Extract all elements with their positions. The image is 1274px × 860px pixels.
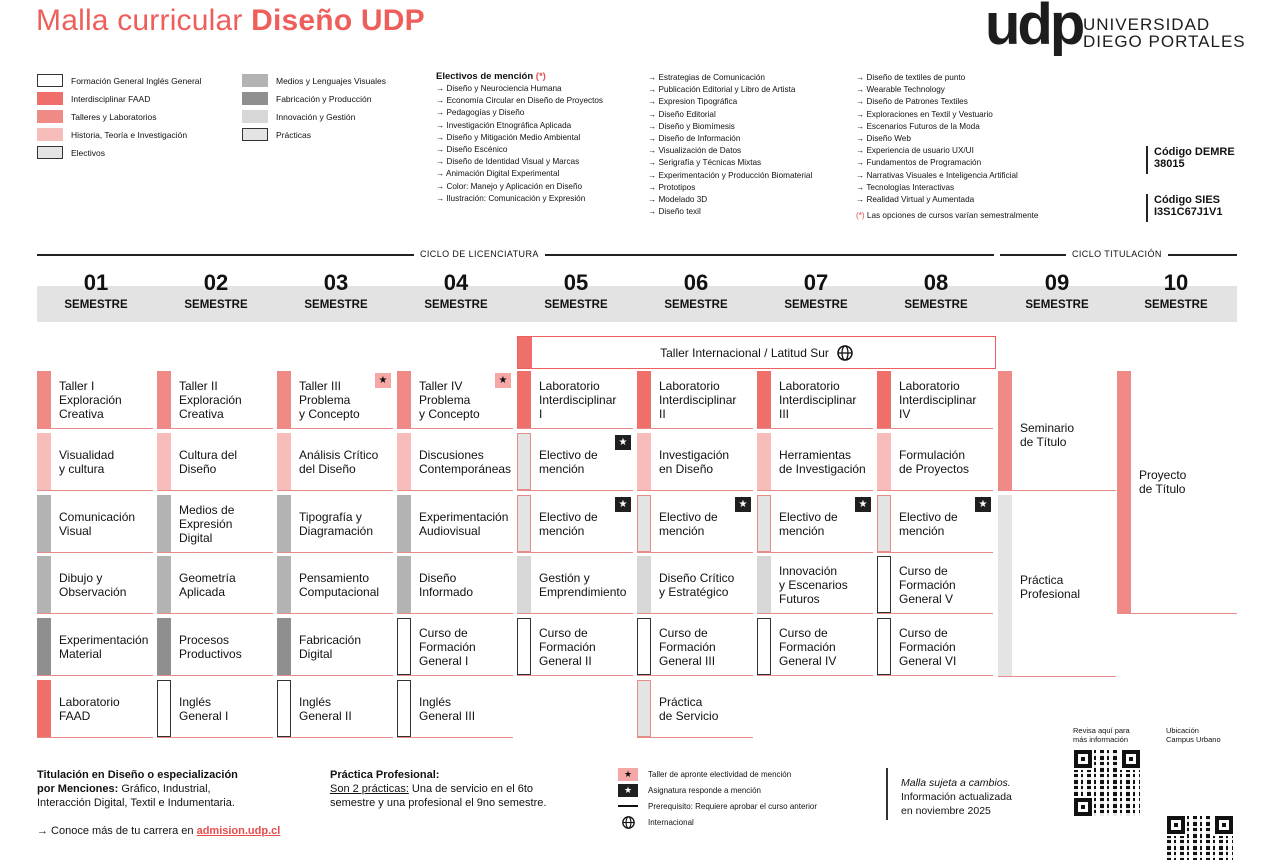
course-name: Comunicación Visual (59, 509, 136, 538)
course-name: Electivo de mención (659, 509, 718, 538)
area-color-bar (277, 371, 291, 428)
legend-item (242, 92, 386, 105)
star-black-icon: ★ (855, 497, 871, 512)
course-name: Laboratorio Interdisciplinar I (539, 378, 617, 421)
course-name: Curso de Formación General V (899, 563, 956, 606)
practica-text: Práctica Profesional: Son 2 prácticas: Una de servicio en el 6to semestre y una profesional el 9no semestre. (330, 769, 547, 809)
electivo-option: → Diseño Web (856, 134, 911, 144)
semester-number: 08 (923, 270, 949, 295)
semester-number: 05 (563, 270, 589, 295)
electivo-option: → Wearable Technology (856, 85, 945, 95)
electivo-option: → Tecnologías Interactivas (856, 182, 955, 192)
area-color-bar (397, 618, 411, 675)
course-cell[interactable] (517, 495, 633, 553)
course-name: Inglés General II (299, 694, 352, 723)
course-name: Práctica Profesional (1020, 573, 1081, 601)
course-cell[interactable] (637, 618, 753, 676)
area-color-bar (277, 680, 291, 737)
electivo-option: → Experimentación y Producción Biomaterial (648, 170, 813, 180)
course-cell[interactable] (157, 433, 273, 491)
course-cell[interactable] (397, 371, 513, 429)
course-cell[interactable] (1117, 371, 1237, 614)
legend-item (37, 110, 201, 123)
electivo-option: → Prototipos (648, 182, 696, 192)
course-cell[interactable] (277, 680, 393, 738)
electivo-option: → Modelado 3D (648, 195, 708, 205)
area-color-bar (637, 495, 651, 552)
legend-areas-2 (242, 74, 386, 146)
electivo-option: → Animación Digital Experimental (436, 169, 560, 179)
course-name: Experimentación Material (59, 632, 149, 661)
legend-label: Electivos (71, 147, 106, 158)
area-color-bar (637, 680, 651, 737)
cycle-label-titulacion: CICLO TITULACIÓN (1066, 249, 1168, 259)
udp-logo[interactable] (985, 2, 1245, 58)
logo-line-1: UNIVERSIDAD (1083, 15, 1211, 34)
legend-item (242, 110, 386, 123)
globe-icon (618, 816, 638, 829)
electivos-list-1: Electivos de mención (*) → Diseño y Neurociencia Humana → Economía Circular en Diseño de Proyectos → Pedagogías y Diseño → Investigación Etnográfica Aplicada → Diseño y Mitigación Medio Ambiental → Diseño Escénico → Diseño de Identidad Visual y Marcas → Animación Digital Experimental → Color: Manejo y Aplicación en Diseño → Ilustración: Comunicación y Expresión (436, 70, 603, 205)
legend-swatch (242, 92, 268, 105)
course-cell[interactable] (637, 495, 753, 553)
electivo-option: → Color: Manejo y Aplicación en Diseño (436, 181, 583, 191)
course-cell[interactable] (37, 618, 153, 676)
course-cell[interactable] (157, 618, 273, 676)
course-name: Medios de Expresión Digital (179, 502, 235, 545)
electivos-note: Las opciones de cursos varían semestralmente (864, 211, 1039, 221)
legend-label: Fabricación y Producción (276, 93, 372, 104)
legend-item (37, 128, 201, 141)
area-color-bar (877, 433, 891, 490)
semester-label: SEMESTRE (64, 299, 128, 311)
star-pink-icon: ★ (618, 768, 638, 781)
qr-campus-code[interactable] (1167, 816, 1233, 860)
area-color-bar (877, 495, 891, 552)
course-name: Experimentación Audiovisual (419, 509, 509, 538)
area-color-bar (517, 433, 531, 490)
course-name: Gestión y Emprendimiento (539, 570, 627, 599)
course-name: Diseño Crítico y Estratégico (659, 570, 735, 599)
legend-item (37, 92, 201, 105)
legend-item (242, 128, 386, 141)
course-cell[interactable] (397, 495, 513, 553)
area-color-bar (157, 495, 171, 552)
course-name: Electivo de mención (539, 509, 598, 538)
semester-label: SEMESTRE (1144, 299, 1208, 311)
legend-swatch (37, 74, 63, 87)
semester-label: SEMESTRE (904, 299, 968, 311)
area-color-bar (517, 618, 531, 675)
legend-label: Talleres y Laboratorios (71, 111, 157, 122)
logo-line-2: DIEGO PORTALES (1083, 32, 1246, 51)
semester-number: 02 (203, 270, 229, 295)
area-color-bar (517, 556, 531, 613)
course-cell[interactable] (37, 495, 153, 553)
course-name: Formulación de Proyectos (899, 447, 970, 476)
electivo-option: → Diseño de Identidad Visual y Marcas (436, 157, 580, 167)
course-name: Curso de Formación General II (539, 625, 596, 668)
area-color-bar (37, 556, 51, 613)
cycle-label-licenciatura: CICLO DE LICENCIATURA (414, 249, 545, 259)
course-name: Geometría Aplicada (179, 570, 236, 599)
course-name: Curso de Formación General III (659, 625, 716, 668)
legend-item (242, 74, 386, 87)
electivo-option: → Narrativas Visuales e Inteligencia Artificial (856, 170, 1018, 180)
area-color-bar (37, 433, 51, 490)
electivo-option: → Visualización de Datos (648, 146, 742, 156)
semester-number: 06 (683, 270, 709, 295)
qr-campus-label: Ubicación Campus Urbano (1166, 726, 1221, 744)
semester-number: 04 (443, 270, 469, 295)
area-color-bar (37, 495, 51, 552)
electivo-option: → Diseño de Información (648, 134, 741, 144)
page-title: Malla curricular Diseño UDP (36, 4, 425, 37)
electivo-option: → Experiencia de usuario UX/UI (856, 146, 974, 156)
course-cell[interactable] (157, 680, 273, 738)
course-name: Pensamiento Computacional (299, 570, 380, 599)
course-cell[interactable] (277, 618, 393, 676)
star-pink-icon: ★ (375, 373, 391, 388)
course-name: Proyecto de Título (1139, 468, 1187, 496)
course-name: Discusiones Contemporáneas (419, 447, 512, 476)
course-name: Inglés General III (419, 694, 476, 723)
area-color-bar (877, 556, 891, 613)
semester-label: SEMESTRE (784, 299, 848, 311)
course-cell[interactable] (517, 618, 633, 676)
course-name: Electivo de mención (899, 509, 958, 538)
electivo-option: → Diseño de textiles de punto (856, 73, 966, 82)
malla-note: Malla sujeta a cambios. Información actualizada en noviembre 2025 (901, 777, 1012, 817)
legend-swatch (242, 74, 268, 87)
course-cell[interactable] (397, 556, 513, 614)
electivo-option: → Diseño de Patrones Textiles (856, 97, 968, 107)
electivo-option: → Diseño y Biomímesis (648, 121, 735, 131)
area-color-bar (157, 433, 171, 490)
course-cell[interactable] (37, 371, 153, 429)
course-cell[interactable] (877, 495, 993, 553)
legend-item (37, 146, 201, 159)
area-color-bar (277, 495, 291, 552)
semester-number: 03 (323, 270, 349, 295)
qr-info-label: Revisa aquí para más información (1073, 726, 1130, 744)
legend-label: Medios y Lenguajes Visuales (276, 75, 386, 86)
area-color-bar (637, 371, 651, 428)
course-name: Cultura del Diseño (179, 447, 238, 476)
course-cell[interactable] (517, 371, 633, 429)
area-color-bar (1117, 371, 1131, 613)
taller-internacional[interactable]: Taller Internacional / Latitud Sur (517, 336, 996, 369)
codigo-demre: Código DEMRE 38015 (1146, 146, 1235, 174)
course-cell[interactable] (877, 618, 993, 676)
area-color-bar (397, 680, 411, 737)
course-cell[interactable] (757, 495, 873, 553)
globe-icon (837, 345, 853, 361)
area-color-bar (517, 371, 531, 428)
star-black-icon: ★ (975, 497, 991, 512)
electivos-heading: Electivos de mención (436, 71, 534, 82)
course-name: Taller IV Problema y Concepto (419, 378, 480, 421)
course-name: Laboratorio Interdisciplinar II (659, 378, 737, 421)
legend-label: Innovación y Gestión (276, 111, 356, 122)
electivos-list-2 (648, 72, 812, 218)
electivo-option: → Diseño y Mitigación Medio Ambiental (436, 132, 581, 142)
area-color-bar (157, 680, 171, 737)
area-color-bar (877, 371, 891, 428)
legend-swatch (37, 128, 63, 141)
semester-label: SEMESTRE (664, 299, 728, 311)
electivo-option: → Economía Circular en Diseño de Proyectos (436, 96, 604, 106)
course-name: Electivo de mención (539, 447, 598, 476)
area-color-bar (757, 495, 771, 552)
course-cell[interactable] (277, 433, 393, 491)
star-black-icon: ★ (615, 435, 631, 450)
legend-areas (37, 74, 201, 164)
area-color-bar (998, 371, 1012, 490)
electivo-option: → Publicación Editorial y Libro de Artista (648, 85, 796, 95)
qr-info-code[interactable] (1074, 750, 1140, 816)
course-name: Visualidad y cultura (59, 447, 115, 476)
area-color-bar (277, 556, 291, 613)
conoce-text: → Conoce más de tu carrera en admision.udp.cl (37, 825, 281, 837)
course-name: Curso de Formación General IV (779, 625, 837, 668)
electivo-option: → Diseño texil (648, 207, 701, 217)
course-name: Herramientas de Investigación (779, 447, 866, 476)
electivo-option: → Pedagogías y Diseño (436, 108, 525, 118)
course-cell[interactable] (157, 556, 273, 614)
course-cell[interactable] (277, 495, 393, 553)
area-color-bar (998, 495, 1012, 676)
electivo-option: → Realidad Virtual y Aumentada (856, 195, 975, 205)
course-name: Laboratorio FAAD (59, 694, 120, 723)
course-name: Curso de Formación General I (419, 625, 476, 668)
course-name: Electivo de mención (779, 509, 838, 538)
area-color-bar (637, 556, 651, 613)
course-name: Taller I Exploración Creativa (59, 378, 122, 421)
electivo-option: → Exploraciones en Textil y Vestuario (856, 109, 993, 119)
course-cell[interactable] (757, 556, 873, 614)
course-cell[interactable] (37, 680, 153, 738)
star-black-icon: ★ (735, 497, 751, 512)
area-color-bar (757, 618, 771, 675)
electivo-option: → Diseño Escénico (436, 145, 508, 155)
electivo-option: → Estrategias de Comunicación (648, 73, 765, 82)
course-name: Diseño Informado (419, 570, 474, 599)
semester-number: 10 (1163, 270, 1189, 295)
star-black-icon: ★ (618, 784, 638, 797)
semester-label: SEMESTRE (544, 299, 608, 311)
course-cell[interactable] (998, 495, 1116, 677)
electivo-option: → Expresion Tipográfica (648, 97, 738, 107)
course-cell[interactable] (37, 433, 153, 491)
legend-label: Interdisciplinar FAAD (71, 93, 151, 104)
star-black-icon: ★ (615, 497, 631, 512)
area-color-bar (277, 618, 291, 675)
area-color-bar (637, 618, 651, 675)
logo-mark: udp (985, 0, 1083, 57)
area-color-bar (757, 433, 771, 490)
semester-number: 01 (83, 270, 109, 295)
prerequisite-line-icon (618, 800, 638, 813)
course-name: Laboratorio Interdisciplinar III (779, 378, 857, 421)
semester-number: 09 (1044, 270, 1070, 295)
course-name: Investigación en Diseño (659, 447, 730, 476)
semester-number: 07 (803, 270, 829, 295)
course-name: Innovación y Escenarios Futuros (779, 563, 848, 606)
course-name: Curso de Formación General VI (899, 625, 957, 668)
electivo-option: → Diseño Editorial (648, 109, 716, 119)
legend-label: Formación General Inglés General (71, 75, 202, 86)
area-color-bar (157, 618, 171, 675)
area-color-bar (877, 618, 891, 675)
area-color-bar (397, 556, 411, 613)
legend-item (37, 74, 201, 87)
admision-link[interactable]: admision.udp.cl (196, 825, 281, 837)
course-cell[interactable] (757, 618, 873, 676)
electivo-option: → Investigación Etnográfica Aplicada (436, 120, 572, 130)
legend-swatch (37, 146, 63, 159)
codigo-sies: Código SIES I3S1C67J1V1 (1146, 194, 1223, 222)
area-color-bar (397, 371, 411, 428)
electivo-option: → Escenarios Futuros de la Moda (856, 121, 980, 131)
course-cell[interactable] (637, 556, 753, 614)
course-cell[interactable] (277, 371, 393, 429)
key-legend: ★ Taller de apronte electividad de mención ★ Asignatura responde a mención Prerequisito: Requiere aprobar el curso anterior Internacional (618, 766, 817, 830)
course-name: Procesos Productivos (179, 632, 242, 661)
area-color-bar (397, 495, 411, 552)
area-color-bar (37, 618, 51, 675)
course-name: Práctica de Servicio (659, 694, 719, 723)
course-cell[interactable] (637, 433, 753, 491)
course-cell[interactable] (157, 495, 273, 553)
electivo-option: → Serigrafía y Técnicas Mixtas (648, 158, 762, 168)
course-cell[interactable] (517, 433, 633, 491)
course-cell[interactable] (637, 371, 753, 429)
course-name: Fabricación Digital (299, 632, 362, 661)
course-name: Dibujo y Observación (59, 570, 127, 599)
legend-label: Historia, Teoría e Investigación (71, 129, 188, 140)
course-name: Seminario de Título (1020, 421, 1075, 449)
titulacion-text: Titulación en Diseño o especialización por Menciones: Gráfico, Industrial, Interacción Digital, Textil e Indumentaria. (37, 769, 238, 809)
area-color-bar (157, 556, 171, 613)
semester-label: SEMESTRE (184, 299, 248, 311)
course-cell[interactable] (37, 556, 153, 614)
semester-label: SEMESTRE (424, 299, 488, 311)
semester-label: SEMESTRE (304, 299, 368, 311)
course-cell[interactable] (998, 371, 1116, 491)
semester-label: SEMESTRE (1025, 299, 1089, 311)
area-color-bar (757, 556, 771, 613)
course-cell[interactable] (157, 371, 273, 429)
area-color-bar (37, 371, 51, 428)
legend-swatch (37, 110, 63, 123)
legend-swatch (37, 92, 63, 105)
electivo-option: → Diseño y Neurociencia Humana (436, 84, 562, 93)
legend-swatch (242, 128, 268, 141)
area-color-bar (517, 495, 531, 552)
area-color-bar (757, 371, 771, 428)
area-color-bar (157, 371, 171, 428)
course-cell[interactable] (757, 371, 873, 429)
course-name: Laboratorio Interdisciplinar IV (899, 378, 977, 421)
course-cell[interactable] (277, 556, 393, 614)
course-name: Inglés General I (179, 694, 229, 723)
course-cell[interactable] (397, 433, 513, 491)
electivo-option: → Fundamentos de Programación (856, 158, 982, 168)
area-color-bar (397, 433, 411, 490)
course-cell[interactable] (397, 618, 513, 676)
course-name: Taller III Problema y Concepto (299, 378, 360, 421)
course-cell[interactable] (637, 680, 753, 738)
legend-label: Prácticas (276, 129, 311, 140)
area-color-bar (37, 680, 51, 737)
electivo-option: → Ilustración: Comunicación y Expresión (436, 193, 586, 203)
course-name: Análisis Crítico del Diseño (299, 447, 379, 476)
star-pink-icon: ★ (495, 373, 511, 388)
course-cell[interactable] (877, 433, 993, 491)
course-cell[interactable] (757, 433, 873, 491)
area-color-bar (277, 433, 291, 490)
area-color-bar (637, 433, 651, 490)
course-name: Tipografía y Diagramación (299, 509, 374, 538)
course-cell[interactable] (397, 680, 513, 738)
course-cell[interactable] (877, 371, 993, 429)
legend-swatch (242, 110, 268, 123)
electivos-list-3: → Diseño de textiles de punto → Wearable Technology → Diseño de Patrones Textiles → Exploraciones en Textil y Vestuario → Escenarios Futuros de la Moda → Diseño Web → Experiencia de usuario UX/UI → Fundamentos de Programación → Narrativas Visuales e Inteligencia Artificial → Tecnologías Interactivas → Realidad Virtual y Aumentada (*) Las opciones de cursos varían semestralmente (856, 73, 1039, 221)
course-cell[interactable] (877, 556, 993, 614)
course-cell[interactable] (517, 556, 633, 614)
footer-divider (886, 768, 888, 820)
course-name: Taller II Exploración Creativa (179, 378, 242, 421)
